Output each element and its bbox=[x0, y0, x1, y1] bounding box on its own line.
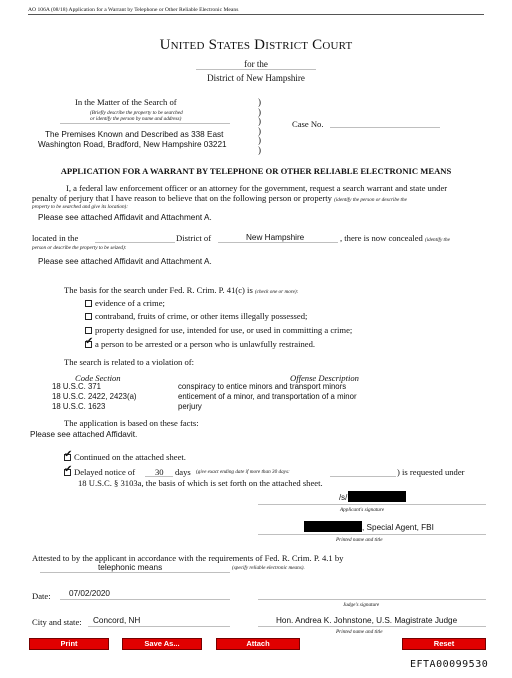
attest-means[interactable]: telephonic means bbox=[98, 563, 163, 572]
basis-checkbox-2[interactable] bbox=[85, 313, 92, 320]
property-line-1: The Premises Known and Described as 338 East bbox=[45, 130, 224, 139]
court-for-the: for the bbox=[244, 59, 268, 69]
code-row-3: 18 U.S.C. 1623 bbox=[52, 402, 106, 411]
offense-description-header: Offense Description bbox=[290, 373, 359, 383]
matter-parens: ) ) ) ) ) ) bbox=[258, 97, 261, 155]
matter-heading: In the Matter of the Search of bbox=[75, 97, 177, 107]
offense-row-2: enticement of a minor, and transportation of a minor bbox=[178, 392, 357, 401]
redaction-applicant-name bbox=[304, 521, 362, 532]
delayed-instruction: (give exact ending date if more than 30 days: bbox=[196, 469, 290, 475]
delayed-checkbox-checked[interactable] bbox=[64, 469, 71, 476]
date-value[interactable]: 07/02/2020 bbox=[69, 589, 110, 598]
property-line-2: Washington Road, Bradford, New Hampshire 03221 bbox=[38, 140, 227, 149]
matter-instruction-1: (Briefly describe the property to be searched bbox=[90, 110, 183, 116]
delayed-item[interactable]: ✔Delayed notice of bbox=[64, 467, 135, 477]
violation-intro: The search is related to a violation of: bbox=[64, 357, 195, 367]
reset-button[interactable]: Reset bbox=[402, 638, 486, 650]
located-in-label: located in the bbox=[32, 233, 79, 243]
applicant-name-suffix[interactable]: , Special Agent, FBI bbox=[362, 523, 434, 532]
attest-means-instruction: (specify reliable electronic means). bbox=[232, 565, 305, 571]
intro-line-3: property to be searched and give its location): bbox=[32, 204, 128, 210]
delayed-line-2: 18 U.S.C. § 3103a, the basis of which is set forth on the attached sheet. bbox=[78, 478, 323, 488]
basis-item-property[interactable]: property designed for use, intended for use, or used in committing a crime; bbox=[85, 325, 352, 335]
facts-value[interactable]: Please see attached Affidavit. bbox=[30, 430, 138, 439]
save-as-button[interactable]: Save As... bbox=[122, 638, 202, 650]
basis-item-person[interactable]: ✔a person to be arrested or a person who is unlawfully restrained. bbox=[85, 339, 315, 349]
print-button[interactable]: Print bbox=[29, 638, 109, 650]
attest-line: Attested to by the applicant in accordance with the requirements of Fed. R. Crim. P. 4.1 by bbox=[32, 553, 344, 563]
offense-row-1: conspiracy to entice minors and transport minors bbox=[178, 382, 347, 391]
basis-checkbox-3[interactable] bbox=[85, 327, 92, 334]
continued-item[interactable]: ✔Continued on the attached sheet. bbox=[64, 452, 186, 462]
case-no-label: Case No. bbox=[292, 119, 324, 129]
district-of-label: District of bbox=[176, 233, 212, 243]
court-district: District of New Hampshire bbox=[207, 73, 305, 83]
delayed-days-label: days bbox=[175, 467, 191, 477]
city-state-label: City and state: bbox=[32, 617, 82, 627]
delayed-requested: ) is requested under bbox=[397, 467, 465, 477]
city-state-value[interactable]: Concord, NH bbox=[93, 616, 141, 625]
attach-button[interactable]: Attach bbox=[216, 638, 300, 650]
code-section-header: Code Section bbox=[75, 373, 121, 383]
judge-signature-caption: Judge's signature bbox=[343, 602, 380, 608]
code-row-2: 18 U.S.C. 2422, 2423(a) bbox=[52, 392, 137, 401]
basis-checkbox-1[interactable] bbox=[85, 300, 92, 307]
concealed-label: , there is now concealed (identify the bbox=[340, 233, 450, 243]
district-value[interactable]: New Hampshire bbox=[246, 233, 305, 242]
offense-row-3: perjury bbox=[178, 402, 202, 411]
document-title: APPLICATION FOR A WARRANT BY TELEPHONE OR OTHER RELIABLE ELECTRONIC MEANS bbox=[60, 166, 452, 176]
applicant-signature-caption: Applicant's signature bbox=[340, 507, 384, 513]
delayed-days-value[interactable]: 30 bbox=[155, 467, 164, 477]
applicant-signature-prefix[interactable]: /s/ bbox=[339, 493, 348, 502]
court-title: United States District Court bbox=[159, 37, 353, 53]
intro-line-2: penalty of perjury that I have reason to believe that on the following person or property (identify the person or describe the bbox=[32, 193, 407, 203]
code-row-1: 18 U.S.C. 371 bbox=[52, 382, 101, 391]
continued-checkbox-checked[interactable] bbox=[64, 454, 71, 461]
intro-value[interactable]: Please see attached Affidavit and Attachment A. bbox=[38, 213, 212, 222]
intro-line-1: I, a federal law enforcement officer or an attorney for the government, request a search warrant and state under bbox=[66, 183, 448, 193]
basis-checkbox-4-checked[interactable] bbox=[85, 341, 92, 348]
location-instruction: person or describe the property to be seized): bbox=[32, 245, 127, 251]
basis-intro: The basis for the search under Fed. R. Crim. P. 41(c) is (check one or more): bbox=[64, 285, 299, 295]
applicant-name-caption: Printed name and title bbox=[336, 537, 383, 543]
facts-intro: The application is based on these facts: bbox=[64, 418, 199, 428]
judge-name-caption: Printed name and title bbox=[336, 629, 383, 635]
basis-item-evidence[interactable]: evidence of a crime; bbox=[85, 298, 165, 308]
bates-number: EFTA00099530 bbox=[410, 659, 489, 670]
matter-instruction-2: or identify the person by name and address) bbox=[90, 116, 182, 122]
form-id: AO 106A (08/18) Application for a Warrant by Telephone or Other Reliable Electronic Means bbox=[28, 7, 239, 13]
judge-name[interactable]: Hon. Andrea K. Johnstone, U.S. Magistrate Judge bbox=[276, 616, 458, 625]
basis-item-contraband[interactable]: contraband, fruits of crime, or other items illegally possessed; bbox=[85, 311, 307, 321]
location-value[interactable]: Please see attached Affidavit and Attachment A. bbox=[38, 257, 212, 266]
header-rule bbox=[28, 14, 484, 15]
redaction-applicant-signature bbox=[348, 491, 406, 502]
date-label: Date: bbox=[32, 591, 51, 601]
